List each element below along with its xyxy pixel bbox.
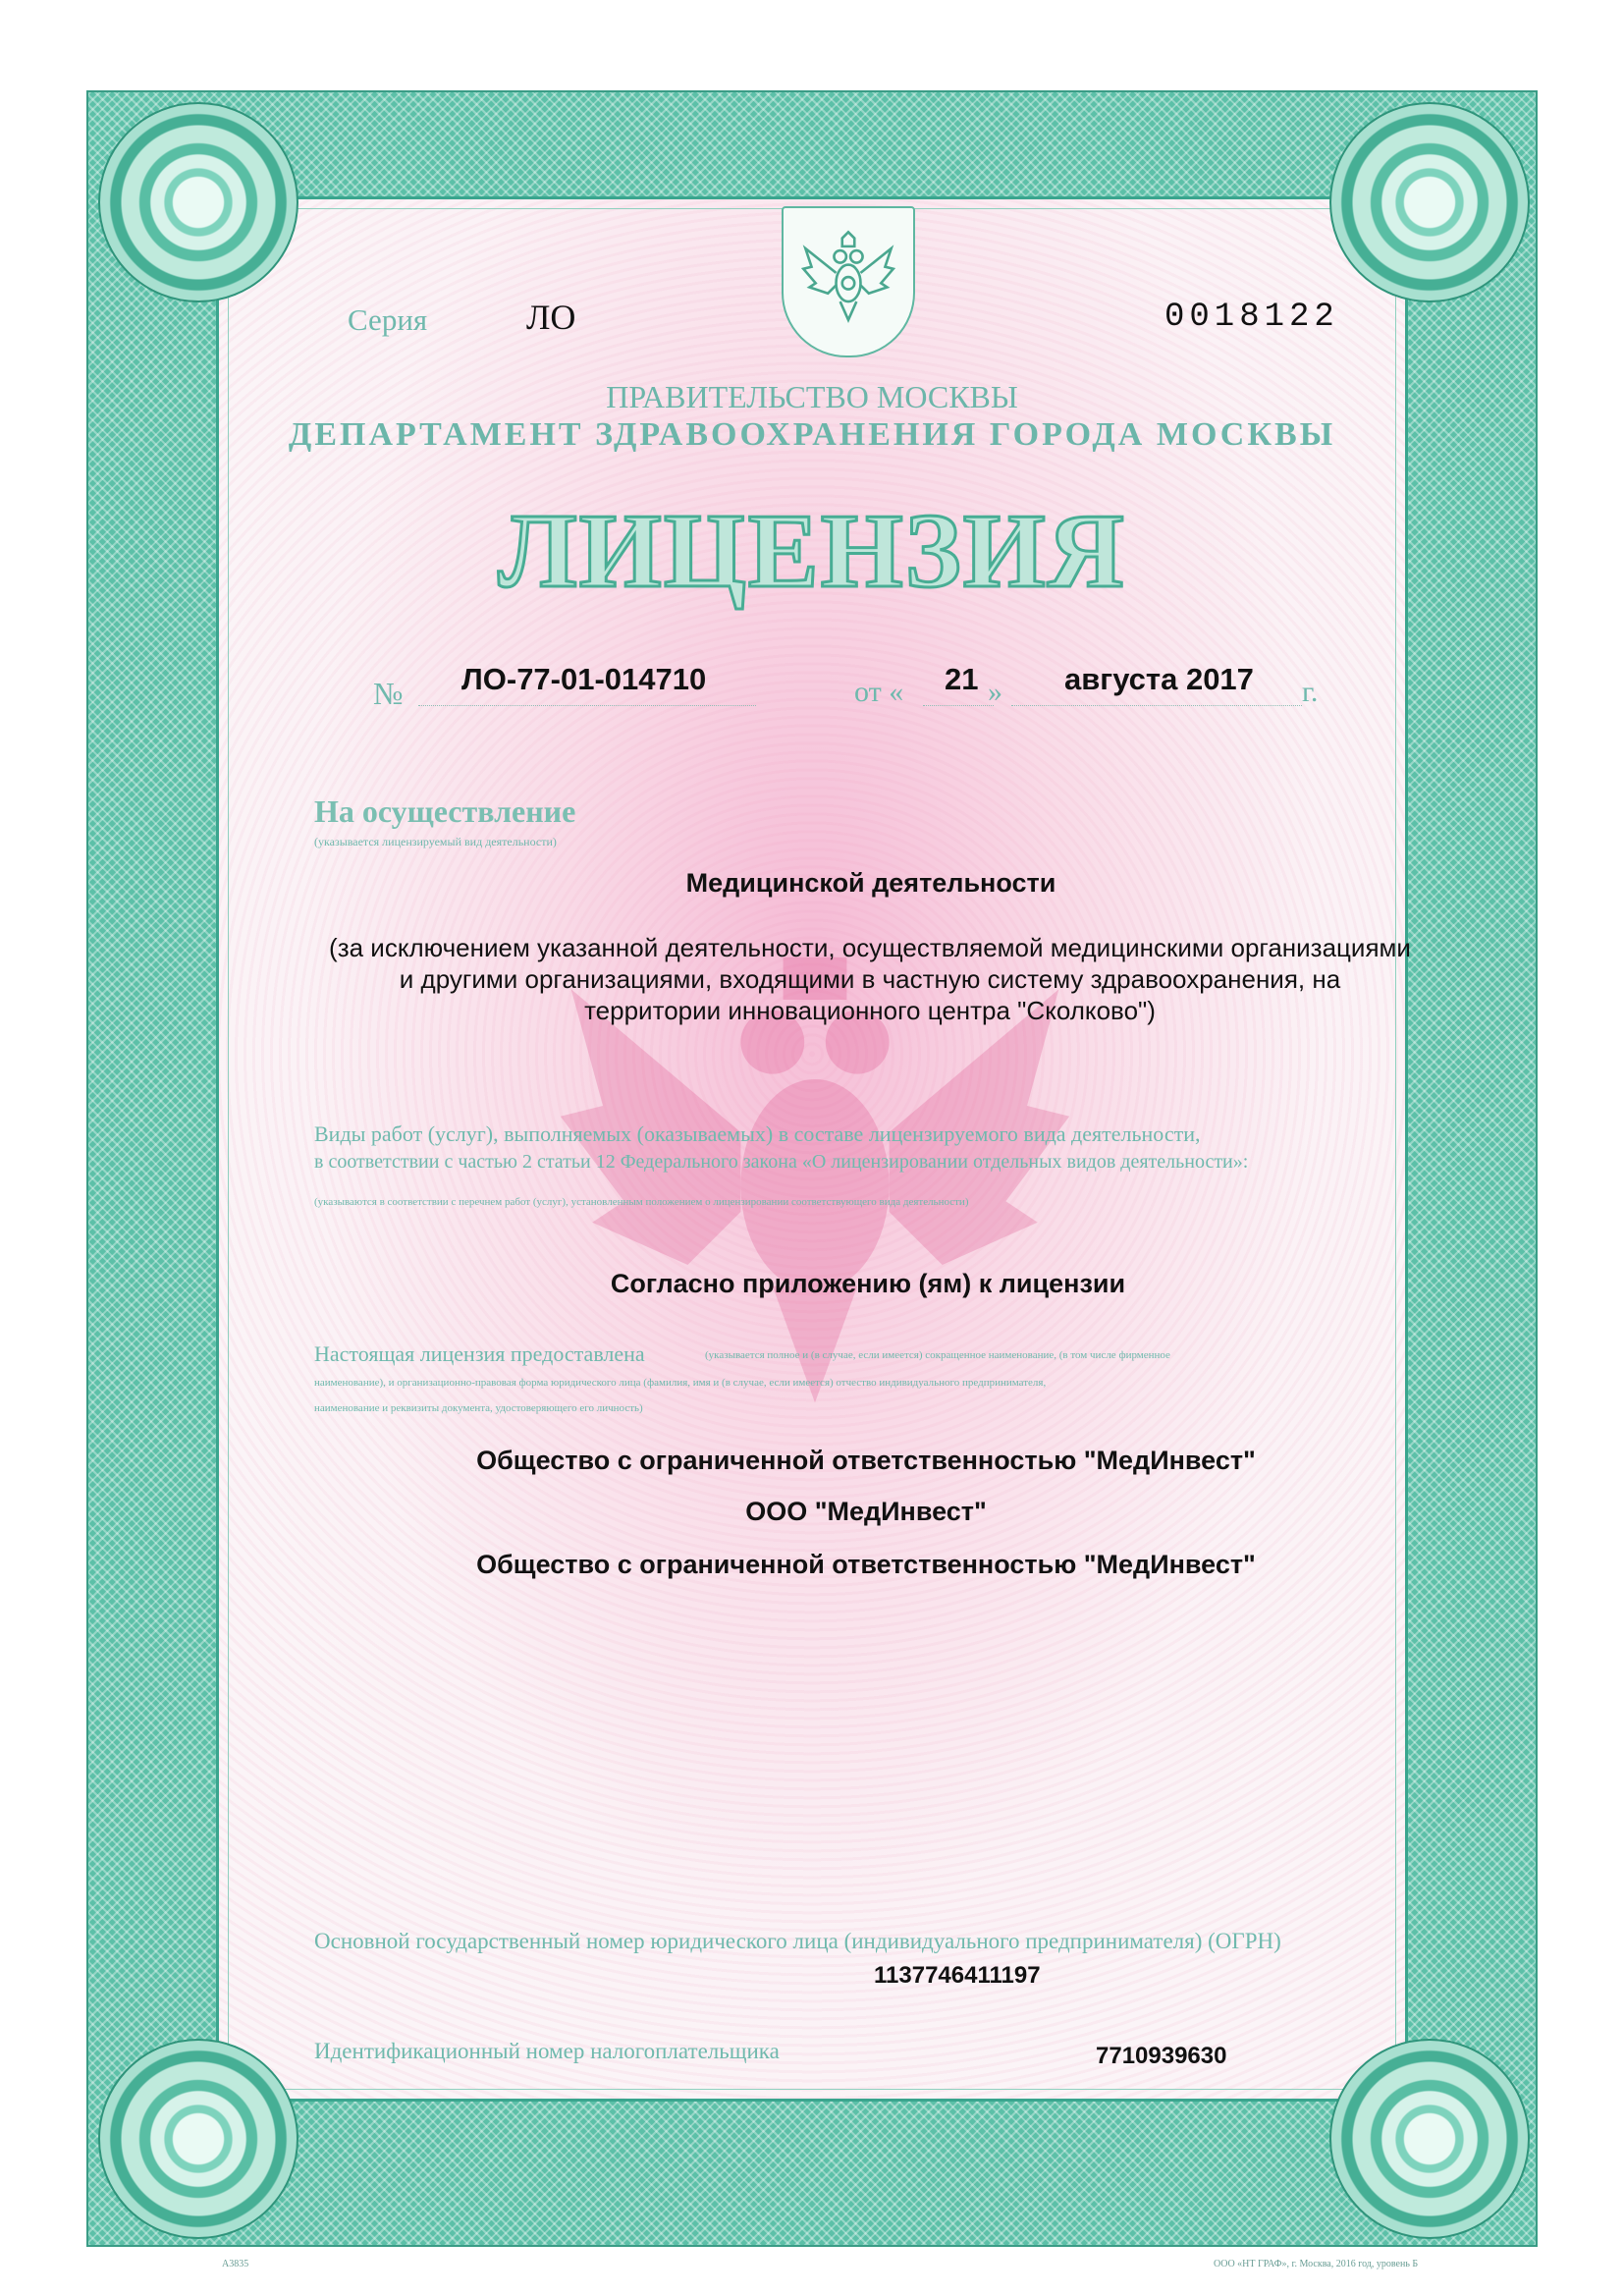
corner-rosette-top-left [98,102,298,302]
activity-note-line-1: (за исключением указанной деятельности, осуществляемой медицинскими организациями [329,933,1411,962]
printer-imprint: ООО «НТ ГРАФ», г. Москва, 2016 год, уровень Б [1214,2259,1419,2269]
date-day: 21 [945,662,979,696]
double-headed-eagle-icon [797,224,899,326]
ogrn-value: 1137746411197 [874,1962,1041,1989]
inn-value: 7710939630 [1096,2043,1227,2069]
date-month-year: августа 2017 [1064,662,1254,696]
date-day-line [923,705,994,706]
serial-number: 0018122 [1164,299,1339,336]
activity-label: На осуществление [314,793,576,829]
works-value: Согласно приложению (ям) к лицензии [610,1269,1126,1298]
ogrn-label: Основной государственный номер юридического лица (индивидуального предпринимателя) (ОГРН) [314,1929,1281,1953]
gov-name: ПРАВИТЕЛЬСТВО МОСКВЫ [606,379,1018,414]
series-label: Серия [348,302,428,337]
date-close-quote: » [988,676,1002,708]
number-label: № [373,676,404,711]
document-title: ЛИЦЕНЗИЯ [498,493,1126,610]
organization-full-name-2: Общество с ограниченной ответственностью "МедИнвест" [476,1550,1256,1579]
organization-short-name: ООО "МедИнвест" [745,1497,987,1526]
corner-rosette-bottom-right [1329,2039,1530,2239]
corner-rosette-top-right [1329,102,1530,302]
activity-note-line-2: и другими организациями, входящими в частную систему здравоохранения, на [399,964,1341,994]
coat-of-arms [782,206,915,357]
number-line [418,705,756,706]
organization-full-name: Общество с ограниченной ответственностью "МедИнвест" [476,1446,1256,1475]
corner-rosette-bottom-left [98,2039,298,2239]
granted-hint-line-1: (указывается полное и (в случае, если имеется) сокращенное наименование, (в том числе фирменное [705,1349,1170,1361]
activity-value: Медицинской деятельности [685,868,1056,898]
date-from-label: от « [854,676,904,708]
works-label-line-2: в соответствии с частью 2 статьи 12 Федерального закона «О лицензировании отдельных видов деятельности»: [314,1151,1249,1173]
granted-label: Настоящая лицензия предоставлена [314,1341,645,1366]
works-hint: (указываются в соответствии с перечнем работ (услуг), установленным положением о лицензировании соответствующего вида деятельности) [314,1196,969,1208]
inn-label: Идентификационный номер налогоплательщика [314,2039,780,2063]
granted-hint-line-2: наименование), и организационно-правовая форма юридического лица (фамилия, имя и (в случае, если имеется) отчество индивидуального предпринимателя, [314,1377,1047,1389]
series-value: ЛО [526,298,576,337]
department-name: ДЕПАРТАМЕНТ ЗДРАВООХРАНЕНИЯ ГОРОДА МОСКВЫ [288,416,1336,453]
date-year-suffix: г. [1302,676,1319,708]
works-label-line-1: Виды работ (услуг), выполняемых (оказываемых) в составе лицензируемого вида деятельности, [314,1121,1201,1146]
granted-hint-line-3: наименование и реквизиты документа, удостоверяющего его личность) [314,1402,643,1414]
activity-note-line-3: территории инновационного центра "Сколково") [584,996,1156,1025]
date-month-line [1011,705,1302,706]
license-number: ЛО-77-01-014710 [461,662,707,696]
form-code: А3835 [222,2259,249,2269]
activity-hint: (указывается лицензируемый вид деятельности) [314,835,557,848]
